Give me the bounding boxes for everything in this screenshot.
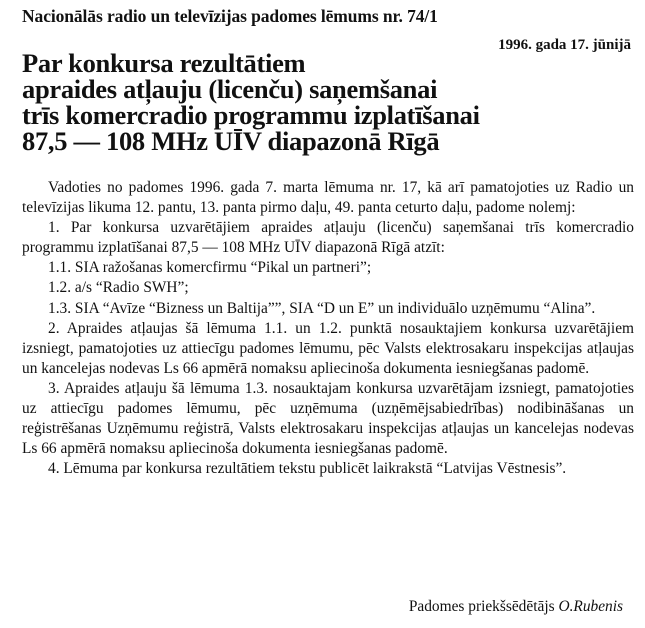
title-line-2: apraides atļauju (licenču) saņemšanai	[22, 74, 438, 104]
item-1-2: 1.2. a/s “Radio SWH”;	[48, 279, 189, 297]
decision-heading: Nacionālās radio un televīzijas padomes lēmums nr. 74/1	[22, 6, 438, 26]
title-line-4: 87,5 — 108 MHz UĪV diapazonā Rīgā	[22, 126, 440, 156]
item-1-3: 1.3. SIA “Avīze “Bizness un Baltija””, SIA “D un E” un individuālo uzņēmumu “Alina”.	[48, 299, 596, 317]
signature-name: O.Rubenis	[558, 598, 623, 615]
title-line-3: trīs komercradio programmu izplatīšanai	[22, 100, 480, 130]
paragraph-3: 3. Apraides atļauju šā lēmuma 1.3. nosauktajam konkursa uzvarētājam izsniegt, pamatojoties uz attiecīgu padomes lēmumu, pēc uzņēmuma (uzņēmējsabiedrības) nodibināšanas un reģistrēšanas Uzņēmumu reģistrā, Valsts elektrosakaru inspekcijas atļaujas un kancelejas nodevas Ls 66 apmērā nomaksu apliecinoša dokumenta iesniegšanas padomē.	[22, 379, 634, 458]
intro-paragraph: Vadoties no padomes 1996. gada 7. marta lēmuma nr. 17, kā arī pamatojoties uz Radio un televīzijas likuma 12. pantu, 13. panta pirmo daļu, 49. panta ceturto daļu, padome nolemj:	[22, 179, 634, 217]
paragraph-2: 2. Apraides atļaujas šā lēmuma 1.1. un 1.2. punktā nosauktajiem konkursa uzvarētājiem izsniegt, pamatojoties uz attiecīgu padomes lēmumu, pēc Valsts elektrosakaru inspekcijas atļaujas un kancelejas nodevas Ls 66 apmērā nomaksu apliecinoša dokumenta iesniegšanas padomē.	[22, 319, 634, 377]
decision-date: 1996. gada 17. jūnijā	[498, 37, 631, 53]
title-line-1: Par konkursa rezultātiem	[22, 48, 306, 78]
signature-role: Padomes priekšsēdētājs	[408, 598, 555, 615]
signature	[409, 598, 623, 616]
paragraph-4: 4. Lēmuma par konkursa rezultātiem tekstu publicēt laikrakstā “Latvijas Vēstnesis”.	[48, 460, 567, 478]
paragraph-1: 1. Par konkursa uzvarētājiem apraides atļauju (licenču) saņemšanai trīs komercradio programmu izplatīšanai 87,5 — 108 MHz UĪV diapazonā Rīgā atzīt:	[22, 219, 634, 257]
document-body	[22, 178, 634, 479]
document-title	[22, 50, 642, 154]
item-1-1: 1.1. SIA ražošanas komercfirmu “Pikal un partneri”;	[48, 259, 372, 277]
